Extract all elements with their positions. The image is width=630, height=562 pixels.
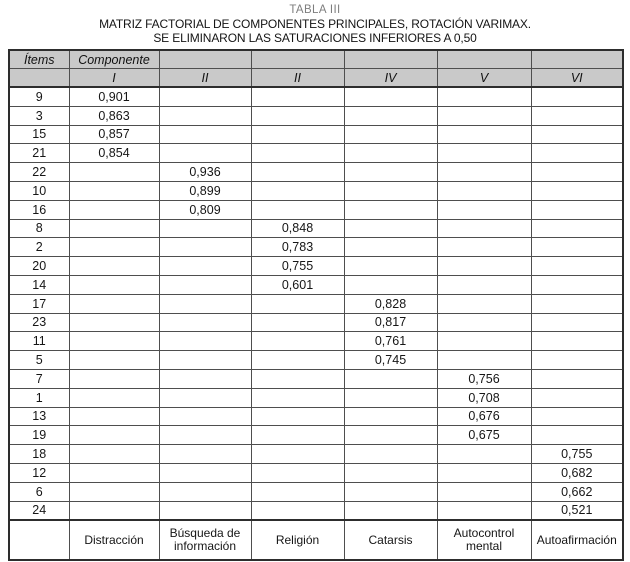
loading-value-cell: 0,761: [344, 332, 437, 351]
loading-value-cell: [69, 445, 159, 464]
loading-value-cell: [69, 426, 159, 445]
item-number-cell: 5: [9, 351, 69, 370]
loading-value-cell: [69, 351, 159, 370]
loading-value-cell: [344, 87, 437, 106]
factor-label: Catarsis: [344, 520, 437, 560]
factor-matrix-table: [8, 49, 624, 561]
loading-value-cell: [69, 200, 159, 219]
loading-value-cell: [251, 426, 344, 445]
loading-value-cell: [69, 163, 159, 182]
loading-value-cell: 0,828: [344, 294, 437, 313]
factor-label: Autoafirmación: [531, 520, 623, 560]
loading-value-cell: [344, 407, 437, 426]
loading-value-cell: [531, 125, 623, 144]
table-header: [9, 50, 623, 87]
item-number-cell: 7: [9, 369, 69, 388]
component-header-5: V: [437, 69, 531, 88]
empty-header-cell: [437, 50, 531, 69]
loading-value-cell: [437, 313, 531, 332]
loading-value-cell: [344, 445, 437, 464]
loading-value-cell: 0,676: [437, 407, 531, 426]
loading-value-cell: [531, 332, 623, 351]
table-row: [9, 482, 623, 501]
table-row: [9, 200, 623, 219]
loading-value-cell: [69, 501, 159, 520]
loading-value-cell: [159, 445, 251, 464]
table-row: [9, 351, 623, 370]
table-caption: [0, 0, 630, 45]
table-row: [9, 313, 623, 332]
empty-header-cell: [251, 50, 344, 69]
loading-value-cell: [437, 163, 531, 182]
loading-value-cell: [437, 294, 531, 313]
loading-value-cell: [251, 125, 344, 144]
loading-value-cell: 0,809: [159, 200, 251, 219]
loading-value-cell: [159, 482, 251, 501]
loading-value-cell: [251, 445, 344, 464]
loading-value-cell: [69, 482, 159, 501]
loading-value-cell: [159, 87, 251, 106]
table-row: [9, 257, 623, 276]
loading-value-cell: [251, 482, 344, 501]
loading-value-cell: [437, 332, 531, 351]
loading-value-cell: [159, 332, 251, 351]
factor-label: Distracción: [69, 520, 159, 560]
items-column-header: Ítems: [9, 50, 69, 69]
empty-header-cell: [344, 50, 437, 69]
loading-value-cell: [159, 369, 251, 388]
loading-value-cell: 0,662: [531, 482, 623, 501]
header-row-labels: [9, 50, 623, 69]
loading-value-cell: [344, 463, 437, 482]
loading-value-cell: [531, 87, 623, 106]
loading-value-cell: [159, 407, 251, 426]
table-row: [9, 144, 623, 163]
item-number-cell: 19: [9, 426, 69, 445]
loading-value-cell: [531, 257, 623, 276]
loading-value-cell: [531, 219, 623, 238]
component-header-2: II: [159, 69, 251, 88]
table-number: TABLA III: [289, 4, 341, 16]
loading-value-cell: [531, 294, 623, 313]
loading-value-cell: [251, 407, 344, 426]
table-row: [9, 369, 623, 388]
loading-value-cell: 0,848: [251, 219, 344, 238]
item-number-cell: 6: [9, 482, 69, 501]
loading-value-cell: 0,863: [69, 106, 159, 125]
loading-value-cell: [437, 275, 531, 294]
item-number-cell: 10: [9, 181, 69, 200]
loading-value-cell: [531, 313, 623, 332]
table-title: MATRIZ FACTORIAL DE COMPONENTES PRINCIPALES, ROTACIÓN VARIMAX.: [99, 17, 531, 31]
loading-value-cell: [531, 369, 623, 388]
loading-value-cell: [437, 219, 531, 238]
loading-value-cell: 0,745: [344, 351, 437, 370]
table-row: [9, 294, 623, 313]
table-row: [9, 332, 623, 351]
loading-value-cell: [69, 257, 159, 276]
loading-value-cell: [251, 501, 344, 520]
item-number-cell: 16: [9, 200, 69, 219]
loading-value-cell: [437, 144, 531, 163]
table-row: [9, 163, 623, 182]
loading-value-cell: [69, 332, 159, 351]
table-row: [9, 407, 623, 426]
loading-value-cell: [437, 463, 531, 482]
factor-names-row: [9, 520, 623, 560]
loading-value-cell: [531, 106, 623, 125]
loading-value-cell: [69, 294, 159, 313]
loading-value-cell: [159, 144, 251, 163]
loading-value-cell: [531, 275, 623, 294]
loading-value-cell: [344, 501, 437, 520]
loading-value-cell: [437, 257, 531, 276]
item-number-cell: 12: [9, 463, 69, 482]
table-row: [9, 426, 623, 445]
loading-value-cell: [251, 313, 344, 332]
loading-value-cell: [344, 181, 437, 200]
loading-value-cell: [251, 106, 344, 125]
loading-value-cell: [437, 125, 531, 144]
table-row: [9, 238, 623, 257]
item-number-cell: 3: [9, 106, 69, 125]
loading-value-cell: 0,783: [251, 238, 344, 257]
table-row: [9, 445, 623, 464]
factor-label: Religión: [251, 520, 344, 560]
loading-value-cell: [159, 125, 251, 144]
loading-value-cell: [344, 369, 437, 388]
loading-value-cell: 0,755: [531, 445, 623, 464]
loading-value-cell: [437, 482, 531, 501]
loading-value-cell: [531, 351, 623, 370]
loading-value-cell: [437, 106, 531, 125]
loading-value-cell: [251, 144, 344, 163]
loading-value-cell: [251, 388, 344, 407]
empty-header-cell: [159, 50, 251, 69]
loading-value-cell: [159, 106, 251, 125]
item-number-cell: 21: [9, 144, 69, 163]
item-number-cell: 15: [9, 125, 69, 144]
loading-value-cell: [437, 445, 531, 464]
loading-value-cell: [159, 463, 251, 482]
loading-value-cell: [251, 351, 344, 370]
loading-value-cell: [437, 181, 531, 200]
loading-value-cell: [69, 463, 159, 482]
item-number-cell: 11: [9, 332, 69, 351]
loading-value-cell: [69, 275, 159, 294]
loading-value-cell: [344, 257, 437, 276]
component-header-1: I: [69, 69, 159, 88]
loading-value-cell: [531, 388, 623, 407]
loading-value-cell: [159, 275, 251, 294]
loading-value-cell: 0,854: [69, 144, 159, 163]
loading-value-cell: [159, 426, 251, 445]
loading-value-cell: [69, 388, 159, 407]
loading-value-cell: [437, 351, 531, 370]
loading-value-cell: 0,899: [159, 181, 251, 200]
loading-value-cell: [251, 87, 344, 106]
loading-value-cell: [159, 257, 251, 276]
loading-value-cell: 0,675: [437, 426, 531, 445]
component-header-4: IV: [344, 69, 437, 88]
loading-value-cell: [69, 219, 159, 238]
item-number-cell: 17: [9, 294, 69, 313]
loading-value-cell: [159, 388, 251, 407]
loading-value-cell: [531, 238, 623, 257]
table-body: [9, 87, 623, 520]
loading-value-cell: [437, 200, 531, 219]
loading-value-cell: [159, 219, 251, 238]
loading-value-cell: 0,755: [251, 257, 344, 276]
loading-value-cell: [344, 125, 437, 144]
item-number-cell: 9: [9, 87, 69, 106]
loading-value-cell: 0,601: [251, 275, 344, 294]
table-row: [9, 463, 623, 482]
loading-value-cell: [159, 501, 251, 520]
loading-value-cell: [251, 463, 344, 482]
loading-value-cell: [531, 200, 623, 219]
item-number-cell: 22: [9, 163, 69, 182]
loading-value-cell: 0,936: [159, 163, 251, 182]
header-row-components: [9, 69, 623, 88]
loading-value-cell: 0,857: [69, 125, 159, 144]
item-number-cell: 18: [9, 445, 69, 464]
loading-value-cell: 0,521: [531, 501, 623, 520]
table-subtitle: SE ELIMINARON LAS SATURACIONES INFERIORES A 0,50: [153, 31, 477, 45]
loading-value-cell: 0,817: [344, 313, 437, 332]
loading-value-cell: [344, 144, 437, 163]
loading-value-cell: 0,901: [69, 87, 159, 106]
loading-value-cell: 0,708: [437, 388, 531, 407]
loading-value-cell: [251, 163, 344, 182]
loading-value-cell: [531, 407, 623, 426]
empty-header-cell: [9, 69, 69, 88]
component-header-6: VI: [531, 69, 623, 88]
table-row: [9, 501, 623, 520]
loading-value-cell: [251, 332, 344, 351]
loading-value-cell: [531, 163, 623, 182]
loading-value-cell: [251, 200, 344, 219]
loading-value-cell: [344, 482, 437, 501]
loading-value-cell: [159, 294, 251, 313]
componente-column-header: Componente: [69, 50, 159, 69]
loading-value-cell: [344, 219, 437, 238]
loading-value-cell: [69, 313, 159, 332]
loading-value-cell: [344, 426, 437, 445]
item-number-cell: 8: [9, 219, 69, 238]
table-row: [9, 181, 623, 200]
loading-value-cell: [531, 144, 623, 163]
loading-value-cell: [344, 163, 437, 182]
loading-value-cell: [251, 181, 344, 200]
empty-footer-cell: [9, 520, 69, 560]
factor-label: Autocontrol mental: [437, 520, 531, 560]
table-row: [9, 388, 623, 407]
loading-value-cell: [159, 313, 251, 332]
item-number-cell: 24: [9, 501, 69, 520]
loading-value-cell: [344, 106, 437, 125]
loading-value-cell: [159, 351, 251, 370]
empty-header-cell: [531, 50, 623, 69]
table-row: [9, 275, 623, 294]
table-row: [9, 125, 623, 144]
loading-value-cell: [437, 238, 531, 257]
loading-value-cell: [159, 238, 251, 257]
item-number-cell: 13: [9, 407, 69, 426]
loading-value-cell: [437, 501, 531, 520]
loading-value-cell: [69, 181, 159, 200]
item-number-cell: 20: [9, 257, 69, 276]
item-number-cell: 23: [9, 313, 69, 332]
factor-label: Búsqueda de información: [159, 520, 251, 560]
loading-value-cell: [344, 275, 437, 294]
table-footer: [9, 520, 623, 560]
loading-value-cell: [69, 369, 159, 388]
item-number-cell: 2: [9, 238, 69, 257]
table-row: [9, 106, 623, 125]
loading-value-cell: [344, 200, 437, 219]
loading-value-cell: [344, 388, 437, 407]
loading-value-cell: [531, 181, 623, 200]
loading-value-cell: [69, 238, 159, 257]
loading-value-cell: [251, 294, 344, 313]
table-row: [9, 87, 623, 106]
loading-value-cell: [344, 238, 437, 257]
loading-value-cell: [531, 426, 623, 445]
item-number-cell: 14: [9, 275, 69, 294]
item-number-cell: 1: [9, 388, 69, 407]
loading-value-cell: [69, 407, 159, 426]
loading-value-cell: [251, 369, 344, 388]
loading-value-cell: 0,756: [437, 369, 531, 388]
loading-value-cell: 0,682: [531, 463, 623, 482]
loading-value-cell: [437, 87, 531, 106]
component-header-3: II: [251, 69, 344, 88]
table-row: [9, 219, 623, 238]
